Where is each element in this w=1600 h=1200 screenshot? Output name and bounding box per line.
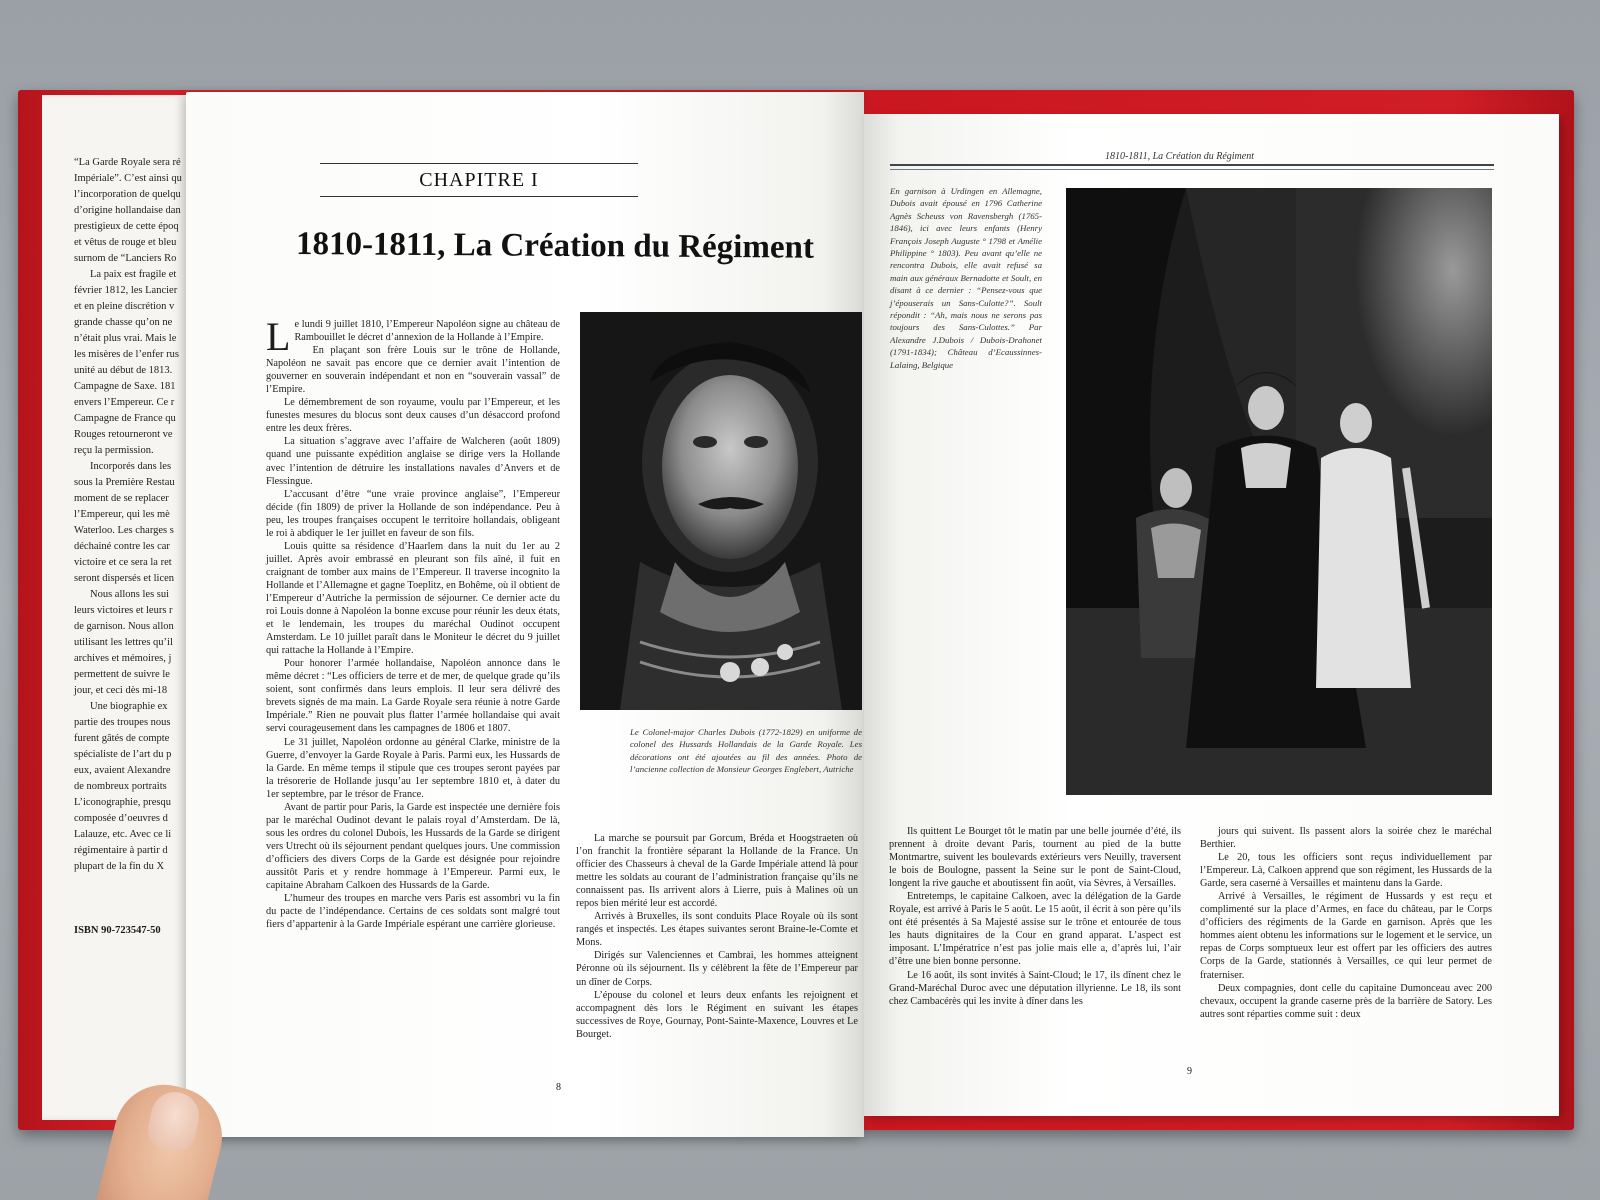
flap-line: Campagne de France qu [74,413,176,424]
left-page-column-2 [576,832,858,1041]
flap-line: et en pleine discrétion v [74,301,175,312]
paragraph: L’épouse du colonel et leurs deux enfants les rejoignent et accompagnent dès lors le Régiment en suivant les étapes successives de Roye, Gournay, Pont-Sainte-Maxence, Louvres et Le Bourget. [576,989,858,1040]
flap-line: Lalauze, etc. Avec ce li [74,829,172,840]
paragraph: L’accusant d’être “une vraie province anglaise”, l’Empereur décide (fin 1809) de priver la Hollande de son indépendance. Peu à peu, les troupes françaises occupent le territoire hollandais, obligeant le roi à abdiquer le 1er juillet en faveur de son fils. [266,488,560,539]
flap-line: les misères de l’enfer rus [74,349,179,360]
flap-line: spécialiste de l’art du p [74,749,172,760]
flap-line: reçu la permission. [74,445,154,456]
left-page-column-1 [266,314,560,931]
paragraph: Le 31 juillet, Napoléon ordonne au général Clarke, ministre de la Guerre, d’envoyer la Garde Royale à Paris. Parmi eux, les Hussards de la Garde. En même temps il stipule que ces troupes seront payées par la trésorerie de Hollande jusqu’au 1er septembre 1810 et, à dater du 1er septembre, par le trésor de France. [266,736,560,800]
dust-jacket-flap [42,95,192,1120]
flap-line: Impériale”. C’est ainsi qu [74,173,182,184]
flap-line: L’iconographie, presqu [74,797,172,808]
flap-line: grande chasse qu’on ne [74,317,173,328]
flap-line: Waterloo. Les charges s [74,525,174,536]
chapter-title: 1810-1811, La Création du Régiment [295,226,815,266]
flap-line: moment de se replacer [74,493,169,504]
paragraph: Arrivés à Bruxelles, ils sont conduits Place Royale où ils sont rangés et inspectés. Les étapes suivantes seront Braine-le-Comte et Mons. [576,911,858,949]
page-number-left: 8 [556,1082,561,1093]
flap-line: permettent de suivre le [74,669,170,680]
running-head-rule [890,164,1494,166]
flap-line: eux, avaient Alexandre [74,765,171,776]
chapter-label: CHAPITRE I [320,163,638,197]
paragraph: L’humeur des troupes en marche vers Paris est assombri vu la fin du pacte de l’indépendance. Certains de ces soldats sont malgré tout fiers d’appartenir à la Garde Impériale espérant une carrière glorieuse. [266,893,560,931]
flap-text [74,155,192,875]
paragraph: Deux compagnies, dont celle du capitaine Dumonceau avec 200 chevaux, occupent la grande caserne près de la barrière de Satory. Les autres sont réparties comme suit : deux [1200,982,1492,1020]
paragraph: Arrivé à Versailles, le régiment de Hussards y est reçu et complimenté sur la place d’Armes, en face du château, par le Corps d’officiers des régiments de la Garde en garnison. Après que les hommes aient obtenu les informations sur le logement et le service, un repas de Corps somptueux leur est offert par les officiers des autres Corps de la Garde, stationnés à Versailles, ce qui leur permet de fraterniser. [1200,891,1492,981]
flap-line: et vêtus de rouge et bleu [74,237,177,248]
flap-line: l’incorporation de quelqu [74,189,181,200]
family-portrait-painting [1066,188,1492,795]
paragraph: Entretemps, le capitaine Calkoen, avec la délégation de la Garde Royale, est arrivé à Paris le 5 août. Le 15 août, il écrit à son père qu’ils ont été présentés à Sa Majesté assise sur le trône et entourée de tous les hauts dignitaires de la Cour en grand apparat. L’aspect est imposant. L’Impératrice n’est pas jolie mais elle a, d’après lui, l’air d’être une bien bonne personne. [889,891,1181,968]
paragraph-text: e lundi 9 juillet 1810, l’Empereur Napoléon signe au château de Rambouillet le décret d’annexion de la Hollande à l’Empire. [294,319,560,344]
flap-line: régimentaire à partir d [74,845,168,856]
flap-line: plupart de la fin du X [74,861,165,872]
running-head: 1810-1811, La Création du Régiment [1105,151,1254,162]
flap-line: sous la Première Restau [74,477,175,488]
flap-line: La paix est fragile et [90,269,177,280]
paragraph: Ils quittent Le Bourget tôt le matin par une belle journée d’été, ils prennent à droite devant Paris, tournent au pied de la butte Montmartre, suivent les boulevards extérieurs vers Neuilly, traversent le bois de Boulogne, passent la Seine sur le pont de Saint-Cloud, longent la rive gauche et aboutissent fin août, via Sèvres, à Versailles. [889,826,1181,890]
flap-line: envers l’Empereur. Ce r [74,397,175,408]
flap-line: Nous allons les sui [90,589,170,600]
paragraph: Le 16 août, ils sont invités à Saint-Cloud; le 17, ils dînent chez le Grand-Maréchal Duroc avec une députation illyrienne. Le 18, ils sont chez Cambacérès qui les invite à dîner dans les [889,969,1181,1007]
flap-line: utilisant les lettres qu’il [74,637,173,648]
paragraph: Avant de partir pour Paris, la Garde est inspectée une dernière fois par le maréchal Oudinot devant le palais royal d’Amsterdam. De là, sous les ordres du colonel Dubois, les Hussards de la Garde se dirigent vers Utrecht où ils séjournent pendant quelques jours. Une commission d’officiers des divers Corps de la Garde est désignée pour rejoindre aussitôt Paris et y rendre hommage à l’Empereur. Parmi eux, le capitaine Abraham Calkoen des Hussards de la Garde. [266,801,560,892]
flap-line: l’Empereur, qui les mè [74,509,170,520]
flap-line: de nombreux portraits [74,781,167,792]
flap-line: partie des troupes nous [74,717,171,728]
flap-line: unité au début de 1813. [74,365,173,376]
flap-line: d’origine hollandaise dan [74,205,181,216]
paragraph: En plaçant son frère Louis sur le trône de Hollande, Napoléon ne savait pas encore que ce dernier avait l’intention de gouverner en souverain indépendant et non en “souverain vassal” de l’Empire. [266,345,560,396]
painting-illustration [1066,188,1492,795]
running-head-rule-thin [890,169,1494,170]
flap-line: “La Garde Royale sera ré [74,157,181,168]
flap-line: seront dispersés et licen [74,573,175,584]
painting-caption: En garnison à Urdingen en Allemagne, Dubois avait épousé en 1796 Catherine Agnès Scheuss von Ravensbergh (1765-1846), ici avec leurs enfants (Henry François Joseph Auguste ° 1798 et Amélie Philippine ° 1803). Peu avant qu’elle ne rencontra Dubois, elle avait refusé sa main aux généraux Bernadotte et Soult, en disant à ce dernier : “Pensez-vous que j’épouserais un Sans-Culotte?”. Soult répondit : “Ah, mais nous ne serons pas toujours des Sans-Culottes.” Par Alexandre J.Dubois / Dubois-Drahonet (1791-1834); Château d’Ecaussinnes-Lalaing, Belgique [890,186,1042,370]
portrait-photo-colonel-dubois [580,312,862,710]
paragraph: Le démembrement de son royaume, voulu par l’Empereur, et les funestes mesures du blocus sont deux causes d’un désaccord profond entre les deux frères. [266,397,560,435]
flap-line: de garnison. Nous allon [74,621,174,632]
page-number-right: 9 [1187,1066,1192,1077]
flap-line: leurs victoires et leurs r [74,605,173,616]
flap-line: Campagne de Saxe. 181 [74,381,176,392]
flap-line: surnom de “Lanciers Ro [74,253,177,264]
paragraph: La marche se poursuit par Gorcum, Bréda et Hoogstraeten où l’on franchit la frontière séparant la Hollande de la France. Un officier des Chasseurs à cheval de la Garde Impériale attend là pour mettre les soldats au courant de l’administration française qu’ils ne connaissent pas. Ils arrivent alors à Lierre, puis à Malines où un repos bien mérité leur est accordé. [576,833,858,910]
flap-line: Incorporés dans les [90,461,172,472]
flap-line: février 1812, les Lancier [74,285,178,296]
paragraph: jours qui suivent. Ils passent alors la soirée chez le maréchal Berthier. [1200,826,1492,851]
flap-line: prestigieux de cette époq [74,221,179,232]
flap-line: n’était plus vrai. Mais le [74,333,177,344]
drop-cap: L [266,314,291,359]
right-page-column-2 [1200,825,1492,1021]
paragraph: Louis quitte sa résidence d’Haarlem dans la nuit du 1er au 2 juillet. Après avoir embrassé en pleurant son fils aîné, il fuit en craignant de tomber aux mains de l’Empereur. Il traverse incognito la Hollande et l’Allemagne et gagne Toeplitz, en Bohême, où il obtient de l’Empereur d’Autriche la permission de séjourner. Ce dernier acte du roi Louis donne à Napoléon la bonne excuse pour réunir les deux états, et le lendemain, les troupes du maréchal Oudinot occupent Amsterdam. Le 10 juillet paraît dans le Moniteur le décret du 9 juillet qui rattache la Hollande à l’Empire. [266,540,560,657]
paragraph: La situation s’aggrave avec l’affaire de Walcheren (août 1809) quand une puissante expédition anglaise se dirige vers la Hollande avec l’intention de détruire les installations navales d’Anvers et de Flessingue. [266,436,560,487]
flap-line: archives et mémoires, j [74,653,172,664]
isbn: ISBN 90-723547-50 [74,925,161,936]
flap-line: victoire et ce sera la ret [74,557,172,568]
flap-line: furent gâtés de compte [74,733,170,744]
flap-line: Une biographie ex [90,701,168,712]
flap-line: Rouges retourneront ve [74,429,173,440]
flap-line: composée d’oeuvres d [74,813,168,824]
flap-line: déchainé contre les car [74,541,170,552]
paragraph: Dirigés sur Valenciennes et Cambrai, les hommes atteignent Péronne où ils séjournent. Ils y célèbrent la fête de l’Empereur par un dîner de Corps. [576,950,858,988]
flap-line: jour, et ceci dès mi-18 [74,685,168,696]
paragraph: Pour honorer l’armée hollandaise, Napoléon annonce dans le même décret : “Les officiers de terre et de mer, de quelque grade qu’ils soient, sont confirmés dans leurs emplois. Il leur sera délivré des brevets signés de ma main. La Garde Royale sera réunie à notre Garde Impériale.” Rien ne pouvait plus flatter l’armée hollandaise qui avait servi courageusement dans les campagnes de 1806 et 1807. [266,658,560,735]
paragraph: Le 20, tous les officiers sont reçus individuellement par l’Empereur. Là, Calkoen apprend que son régiment, les Hussards de la Garde, sera caserné à Versailles et maintenu dans la Garde. [1200,852,1492,890]
right-page-column-1 [889,825,1181,1008]
paragraph [266,314,560,359]
portrait-caption: Le Colonel-major Charles Dubois (1772-1829) en uniforme de colonel des Hussards Hollandais de la Garde Royale. Les décorations ont été ajoutées au fil des années. Photo de l’ancienne collection de Monsieur Georges Englebert, Autriche [630,727,862,775]
portrait-illustration [580,312,862,710]
